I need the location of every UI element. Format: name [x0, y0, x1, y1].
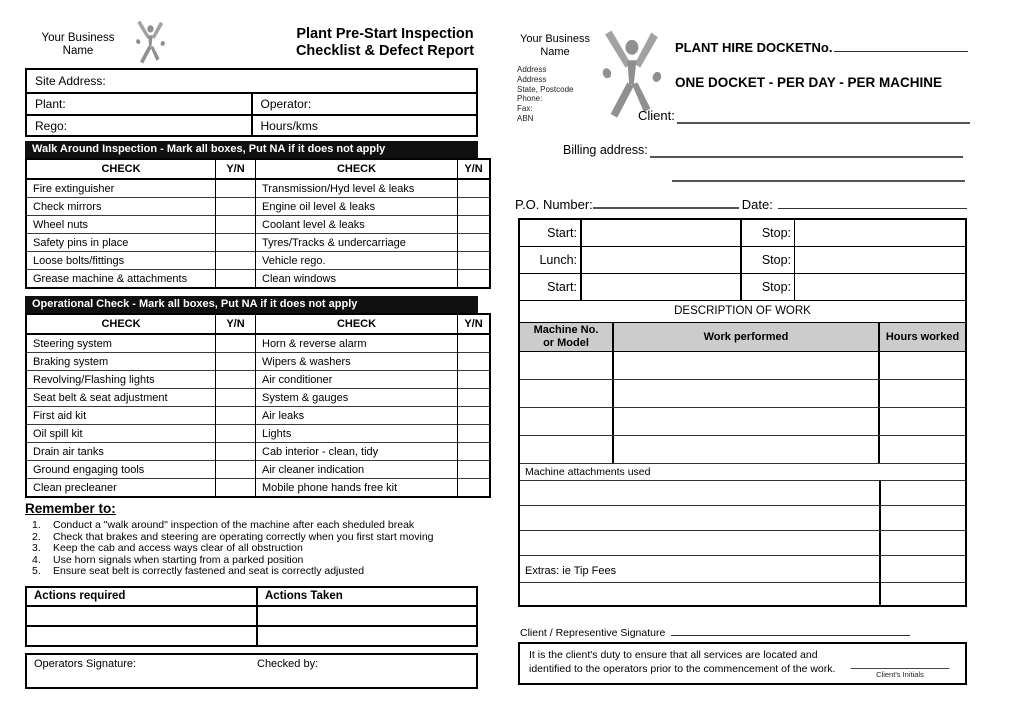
date-line[interactable] [778, 195, 967, 209]
check-item-label: Loose bolts/fittings [26, 252, 216, 270]
yn-cell[interactable] [458, 371, 491, 389]
table-row [26, 371, 490, 389]
yn-cell[interactable] [216, 252, 256, 270]
time-row [520, 274, 965, 301]
actions-required-cell[interactable] [26, 606, 257, 626]
table-row [26, 69, 477, 93]
table-row [26, 626, 477, 646]
prestart-checklist-form [25, 14, 483, 689]
address-line: State, Postcode [517, 84, 574, 94]
table-row [26, 179, 490, 198]
list-item-text: Conduct a "walk around" inspection of the machine after each sheduled break [53, 519, 415, 531]
table-row [26, 461, 490, 479]
check-item-label: Drain air tanks [26, 443, 216, 461]
attachments-row [520, 531, 965, 556]
table-row [26, 93, 477, 115]
hours-worked-cell[interactable] [880, 436, 965, 463]
client-input-line[interactable] [677, 108, 970, 124]
table-header-row [26, 159, 490, 179]
yn-column-header: Y/N [216, 159, 256, 179]
business-name-line1: Your Business [520, 33, 590, 45]
business-name-line2: Name [540, 45, 570, 58]
yn-cell[interactable] [458, 353, 491, 371]
po-date-row [515, 194, 967, 212]
attachments-row [520, 481, 965, 506]
hours-kms-field[interactable]: Hours/kms [252, 115, 478, 136]
table-row [26, 353, 490, 371]
check-item-label: Cab interior - clean, tidy [256, 443, 458, 461]
table-row [26, 198, 490, 216]
time-row [520, 247, 965, 274]
check-item-label: Revolving/Flashing lights [26, 371, 216, 389]
billing-address-line2[interactable] [672, 164, 965, 182]
extras-row [520, 556, 965, 583]
form-title [290, 26, 480, 59]
yn-cell[interactable] [216, 443, 256, 461]
check-item-label: Lights [256, 425, 458, 443]
machine-cell[interactable] [520, 380, 614, 407]
work-row [520, 408, 965, 436]
check-item-label: Wheel nuts [26, 216, 216, 234]
address-line: Phone: [517, 94, 543, 104]
machine-column-header-line1: Machine No. [533, 324, 599, 336]
yn-cell[interactable] [216, 407, 256, 425]
check-item-label: Check mirrors [26, 198, 216, 216]
address-line: Address [517, 65, 547, 74]
lunch-label: Lunch: [520, 247, 582, 273]
list-item [25, 566, 478, 578]
yn-cell[interactable] [216, 425, 256, 443]
machine-column-header-line2: or Model [543, 337, 589, 349]
stop-label: Stop: [742, 220, 795, 246]
billing-address-row [563, 143, 963, 158]
work-performed-cell[interactable] [614, 436, 880, 463]
list-item-number: 5. [32, 565, 41, 578]
table-row [26, 425, 490, 443]
actions-required-cell[interactable] [26, 626, 257, 646]
machine-attachments-label: Machine attachments used [520, 464, 965, 481]
list-item [25, 520, 478, 532]
time-input-cell[interactable] [582, 247, 742, 273]
docket-title: PLANT HIRE DOCKET [675, 40, 812, 55]
work-row [520, 436, 965, 464]
remember-title: Remember to: [25, 501, 116, 516]
check-item-label: Wipers & washers [256, 353, 458, 371]
check-item-label: Clean precleaner [26, 479, 216, 498]
check-item-label: Oil spill kit [26, 425, 216, 443]
table-row [26, 216, 490, 234]
docket-table [518, 218, 967, 607]
site-info-table [25, 68, 478, 137]
plant-field[interactable]: Plant: [26, 93, 252, 115]
address-line: ABN [517, 113, 534, 123]
work-row [520, 380, 965, 408]
check-item-label: Clean windows [256, 270, 458, 289]
operational-table [25, 313, 491, 498]
work-row [520, 352, 965, 380]
table-header-row [26, 314, 490, 334]
list-item-number: 1. [32, 519, 41, 531]
checked-by-label: Checked by: [257, 657, 319, 670]
billing-address-line[interactable] [650, 143, 963, 158]
attachment-cell[interactable] [520, 506, 881, 530]
check-item-label: Air conditioner [256, 371, 458, 389]
yn-cell[interactable] [458, 389, 491, 407]
client-signature-row [520, 626, 910, 639]
stop-label: Stop: [742, 274, 795, 300]
start-label: Start: [520, 220, 582, 246]
hours-worked-column-header [880, 323, 965, 351]
machine-cell[interactable] [520, 408, 614, 435]
disclaimer-text [529, 649, 835, 676]
client-row [638, 108, 970, 124]
yn-column-header: Y/N [458, 314, 491, 334]
check-item-label: Safety pins in place [26, 234, 216, 252]
site-address-field[interactable]: Site Address: [26, 69, 477, 93]
yn-cell[interactable] [216, 234, 256, 252]
address-line: Fax: [517, 104, 533, 114]
client-signature-line[interactable] [671, 626, 910, 636]
table-row [26, 252, 490, 270]
check-item-label: Horn & reverse alarm [256, 334, 458, 353]
list-item-text: Check that brakes and steering are operating correctly when you first start moving [53, 530, 434, 543]
hours-worked-cell[interactable] [880, 380, 965, 407]
table-row [26, 389, 490, 407]
extras-cell[interactable] [520, 583, 881, 605]
attachment-hours-cell[interactable] [881, 506, 965, 530]
operator-field[interactable]: Operator: [252, 93, 478, 115]
table-header-row [26, 587, 477, 606]
yn-cell[interactable] [458, 198, 491, 216]
machine-cell[interactable] [520, 436, 614, 463]
disclaimer-line2: identified to the operators prior to the commencement of the work. [529, 662, 836, 675]
time-input-cell[interactable] [582, 274, 742, 300]
work-performed-cell[interactable] [614, 408, 880, 435]
yn-cell[interactable] [458, 407, 491, 425]
actions-taken-cell[interactable] [257, 626, 477, 646]
docket-subtitle: ONE DOCKET - PER DAY - PER MACHINE [675, 75, 943, 90]
yn-cell[interactable] [458, 234, 491, 252]
check-item-label: Fire extinguisher [26, 179, 216, 198]
business-name-line1: Your Business [41, 32, 115, 44]
remember-section [25, 501, 478, 578]
table-row [26, 443, 490, 461]
date-label: Date: [741, 197, 773, 212]
operator-signature-label: Operators Signature: [34, 657, 137, 670]
business-name-line2: Name [62, 45, 94, 57]
walk-around-table [25, 158, 491, 289]
signature-box[interactable] [25, 653, 478, 689]
docket-title-row [675, 38, 968, 55]
rego-field[interactable]: Rego: [26, 115, 252, 136]
extras-hours-cell[interactable] [881, 556, 965, 586]
walk-around-section-header: Walk Around Inspection - Mark all boxes, Put NA if it does not apply [25, 141, 478, 158]
table-row [26, 115, 477, 136]
description-of-work-header: DESCRIPTION OF WORK [520, 301, 965, 323]
yn-cell[interactable] [458, 334, 491, 353]
operational-section-header: Operational Check - Mark all boxes, Put NA if it does not apply [25, 296, 478, 313]
hours-worked-cell[interactable] [880, 352, 965, 379]
table-row [26, 270, 490, 289]
stop-label: Stop: [742, 247, 795, 273]
attachment-cell[interactable] [520, 481, 881, 505]
docket-no-label: No. [811, 40, 833, 55]
yn-cell[interactable] [216, 479, 256, 498]
yn-cell[interactable] [216, 461, 256, 479]
list-item-number: 2. [32, 530, 41, 543]
yn-cell[interactable] [216, 270, 256, 289]
check-item-label: Transmission/Hyd level & leaks [256, 179, 458, 198]
time-input-cell[interactable] [582, 220, 742, 246]
check-column-header: CHECK [26, 314, 216, 334]
check-item-label: Grease machine & attachments [26, 270, 216, 289]
yn-column-header: Y/N [458, 159, 491, 179]
yn-cell[interactable] [458, 179, 491, 198]
list-item-text: Keep the cab and access ways clear of all obstruction [53, 542, 303, 555]
work-table-header-row [520, 323, 965, 352]
check-item-label: Tyres/Tracks & undercarriage [256, 234, 458, 252]
client-initials-line[interactable] [851, 657, 949, 669]
table-row [26, 606, 477, 626]
list-item-text: Ensure seat belt is correctly fastened and seat is correctly adjusted [53, 565, 365, 578]
business-address-block [517, 65, 573, 124]
actions-required-header: Actions required [26, 587, 257, 606]
hours-worked-cell[interactable] [880, 408, 965, 435]
yn-cell[interactable] [458, 479, 491, 498]
yn-column-header: Y/N [216, 314, 256, 334]
check-item-label: Mobile phone hands free kit [256, 479, 458, 498]
actions-taken-cell[interactable] [257, 606, 477, 626]
client-initials-block [851, 657, 949, 679]
work-performed-column-header [614, 323, 880, 351]
check-item-label: Ground engaging tools [26, 461, 216, 479]
actions-taken-header: Actions Taken [257, 587, 477, 606]
check-item-label: Braking system [26, 353, 216, 371]
business-name [30, 32, 126, 58]
po-number-label: P.O. Number: [515, 197, 593, 212]
extras-hours-cell[interactable] [881, 583, 965, 605]
yn-cell[interactable] [216, 353, 256, 371]
hours-worked-header-text: Hours worked [885, 330, 960, 343]
client-label: Client: [638, 108, 675, 123]
form-title-line1: Plant Pre-Start Inspection [296, 26, 474, 42]
time-input-cell[interactable] [795, 274, 965, 300]
yn-cell[interactable] [216, 198, 256, 216]
machine-cell[interactable] [520, 352, 614, 379]
yn-cell[interactable] [458, 270, 491, 289]
time-row [520, 220, 965, 247]
form-title-line2: Checklist & Defect Report [295, 42, 475, 59]
check-item-label: Air leaks [256, 407, 458, 425]
table-row [26, 407, 490, 425]
yn-cell[interactable] [458, 425, 491, 443]
remember-list [25, 520, 478, 578]
list-item-number: 3. [32, 542, 41, 555]
yn-cell[interactable] [216, 334, 256, 353]
table-row [26, 234, 490, 252]
work-performed-header-text: Work performed [703, 330, 789, 343]
actions-table [25, 586, 478, 647]
time-input-cell[interactable] [795, 247, 965, 273]
billing-address-label: Billing address: [563, 143, 648, 157]
attachments-row [520, 506, 965, 531]
yn-cell[interactable] [216, 216, 256, 234]
client-initials-label: Client's Initials [876, 670, 924, 679]
yn-cell[interactable] [216, 371, 256, 389]
start-label: Start: [520, 274, 582, 300]
work-performed-cell[interactable] [614, 352, 880, 379]
extras-blank-row [520, 583, 965, 605]
yn-cell[interactable] [458, 443, 491, 461]
extras-label: Extras: ie Tip Fees [520, 556, 881, 586]
check-item-label: Coolant level & leaks [256, 216, 458, 234]
attachment-cell[interactable] [520, 531, 881, 555]
plant-hire-docket-form [510, 25, 970, 715]
left-header [25, 14, 478, 68]
yn-cell[interactable] [458, 252, 491, 270]
business-logo-icon [127, 18, 173, 68]
machine-column-header [520, 323, 614, 351]
check-item-label: Steering system [26, 334, 216, 353]
yn-cell[interactable] [458, 216, 491, 234]
disclaimer-box [518, 642, 967, 685]
list-item-number: 4. [32, 553, 41, 566]
address-line: Address [517, 74, 547, 84]
check-item-label: Engine oil level & leaks [256, 198, 458, 216]
yn-cell[interactable] [458, 461, 491, 479]
time-input-cell[interactable] [795, 220, 965, 246]
attachment-hours-cell[interactable] [881, 481, 965, 505]
check-item-label: Vehicle rego. [256, 252, 458, 270]
check-column-header: CHECK [26, 159, 216, 179]
work-performed-cell[interactable] [614, 380, 880, 407]
business-name [510, 33, 600, 58]
check-column-header: CHECK [256, 314, 458, 334]
check-item-label: First aid kit [26, 407, 216, 425]
yn-cell[interactable] [216, 389, 256, 407]
check-column-header: CHECK [256, 159, 458, 179]
docket-number-line[interactable] [834, 38, 968, 52]
check-item-label: Seat belt & seat adjustment [26, 389, 216, 407]
attachment-hours-cell[interactable] [881, 531, 965, 555]
table-row [26, 334, 490, 353]
table-row [26, 479, 490, 498]
check-item-label: System & gauges [256, 389, 458, 407]
disclaimer-line1: It is the client's duty to ensure that all services are located and [529, 649, 818, 661]
check-item-label: Air cleaner indication [256, 461, 458, 479]
yn-cell[interactable] [216, 179, 256, 198]
list-item-text: Use horn signals when starting from a parked position [53, 553, 304, 566]
client-signature-label: Client / Representive Signature [520, 627, 666, 639]
po-number-line[interactable] [593, 194, 739, 209]
